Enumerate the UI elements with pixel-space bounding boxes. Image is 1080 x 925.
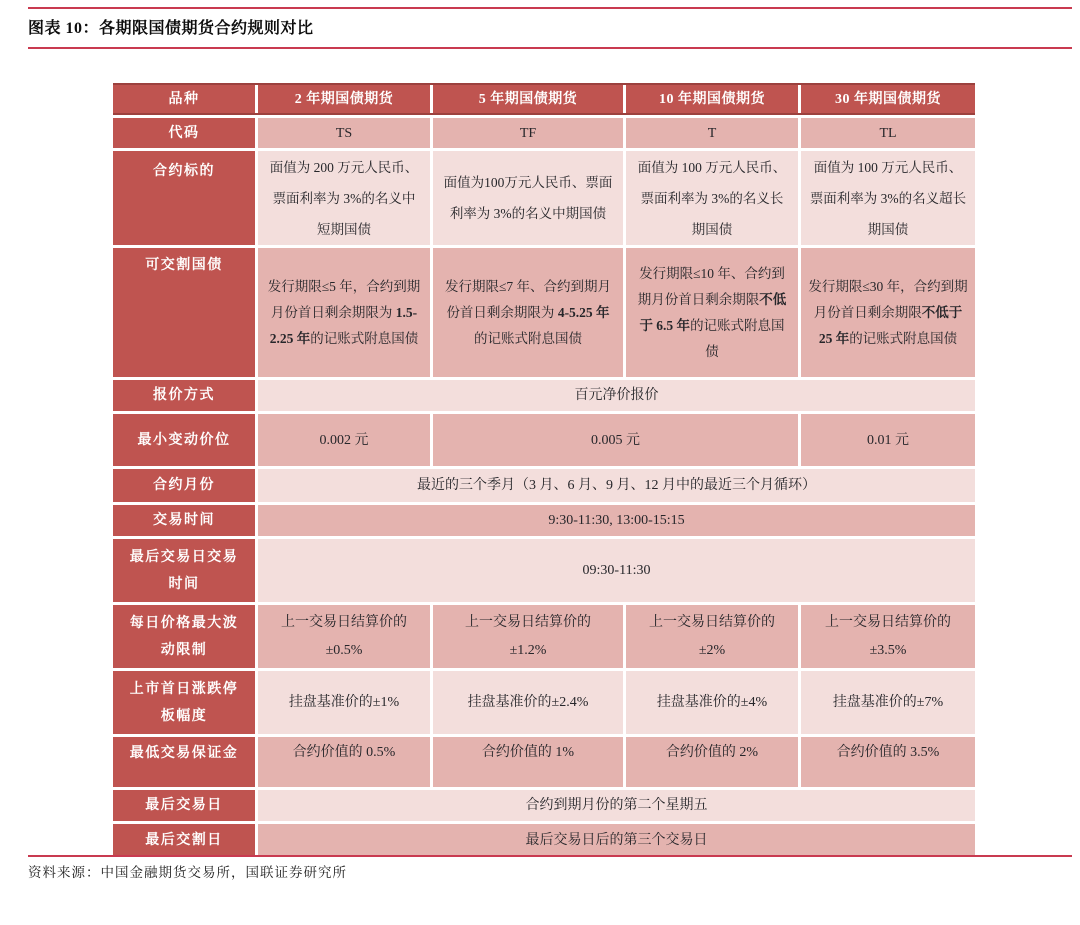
table-row-margin (113, 737, 975, 787)
cell-variety-col2: 5 年期国债期货 (433, 85, 623, 113)
row-label-code: 代码 (113, 118, 255, 148)
cell-daily-limit-col2: 上一交易日结算价的 ±1.2% (433, 605, 623, 668)
cell-tick-col1: 0.002 元 (258, 414, 430, 466)
cell-firstday-limit-col3: 挂盘基准价的±4% (626, 671, 798, 734)
table-row-months (113, 469, 975, 502)
cell-underlying-col2: 面值为100万元人民币、票面利率为 3%的名义中期国债 (433, 151, 623, 245)
row-label-tick: 最小变动价位 (113, 414, 255, 466)
table-row-lastday-hours (113, 539, 975, 602)
table-row-tick (113, 414, 975, 466)
cell-daily-limit-col4: 上一交易日结算价的 ±3.5% (801, 605, 975, 668)
source-note: 资料来源：中国金融期货交易所，国联证券研究所 (28, 865, 347, 880)
cell-tick-col2: 0.005 元 (433, 414, 798, 466)
cell-months-col1: 最近的三个季月（3 月、6 月、9 月、12 月中的最近三个月循环） (258, 469, 975, 502)
cell-firstday-limit-col4: 挂盘基准价的±7% (801, 671, 975, 734)
contract-rules-table (113, 83, 975, 856)
figure-title: 图表 10：各期限国债期货合约规则对比 (28, 20, 314, 37)
cell-deliverable-col2: 发行期限≤7 年、合约到期月份首日剩余期限为 4-5.25 年的记账式附息国债 (433, 248, 623, 377)
table-row-last-delivery-day (113, 824, 975, 856)
row-label-last-trading-day: 最后交易日 (113, 790, 255, 821)
cell-tick-col3: 0.01 元 (801, 414, 975, 466)
cell-code-col1: TS (258, 118, 430, 148)
table-row-deliverable (113, 248, 975, 377)
row-label-months: 合约月份 (113, 469, 255, 502)
cell-margin-col4: 合约价值的 3.5% (801, 737, 975, 787)
row-label-underlying: 合约标的 (113, 151, 255, 245)
cell-code-col4: TL (801, 118, 975, 148)
cell-deliverable-col1: 发行期限≤5 年，合约到期月份首日剩余期限为 1.5-2.25 年的记账式附息国债 (258, 248, 430, 377)
cell-margin-col1: 合约价值的 0.5% (258, 737, 430, 787)
table-row-firstday-limit (113, 671, 975, 734)
table-row-last-trading-day (113, 790, 975, 821)
table-row-daily-limit (113, 605, 975, 668)
cell-margin-col3: 合约价值的 2% (626, 737, 798, 787)
cell-last-trading-day-col1: 合约到期月份的第二个星期五 (258, 790, 975, 821)
cell-daily-limit-col1: 上一交易日结算价的 ±0.5% (258, 605, 430, 668)
table-row-variety (113, 83, 975, 115)
cell-hours-col1: 9:30-11:30, 13:00-15:15 (258, 505, 975, 536)
cell-variety-col4: 30 年期国债期货 (801, 85, 975, 113)
cell-code-col3: T (626, 118, 798, 148)
cell-firstday-limit-col2: 挂盘基准价的±2.4% (433, 671, 623, 734)
row-label-firstday-limit: 上市首日涨跌停 板幅度 (113, 671, 255, 734)
figure-top-rule (28, 7, 1072, 9)
cell-underlying-col1: 面值为 200 万元人民币、票面利率为 3%的名义中短期国债 (258, 151, 430, 245)
cell-last-delivery-day-col1: 最后交易日后的第三个交易日 (258, 824, 975, 856)
row-label-variety: 品种 (113, 85, 255, 113)
table-row-code (113, 118, 975, 148)
row-label-lastday-hours: 最后交易日交易 时间 (113, 539, 255, 602)
row-label-hours: 交易时间 (113, 505, 255, 536)
row-label-daily-limit: 每日价格最大波 动限制 (113, 605, 255, 668)
cell-margin-col2: 合约价值的 1% (433, 737, 623, 787)
cell-underlying-col3: 面值为 100 万元人民币、票面利率为 3%的名义长期国债 (626, 151, 798, 245)
table-row-underlying (113, 151, 975, 245)
cell-firstday-limit-col1: 挂盘基准价的±1% (258, 671, 430, 734)
row-label-margin: 最低交易保证金 (113, 737, 255, 787)
cell-underlying-col4: 面值为 100 万元人民币、票面利率为 3%的名义超长期国债 (801, 151, 975, 245)
cell-quote-col1: 百元净价报价 (258, 380, 975, 411)
table-row-quote (113, 380, 975, 411)
cell-deliverable-col3: 发行期限≤10 年、合约到期月份首日剩余期限不低于 6.5 年的记账式附息国债 (626, 248, 798, 377)
row-label-deliverable: 可交割国债 (113, 248, 255, 377)
row-label-quote: 报价方式 (113, 380, 255, 411)
cell-lastday-hours-col1: 09:30-11:30 (258, 539, 975, 602)
cell-code-col2: TF (433, 118, 623, 148)
table-row-hours (113, 505, 975, 536)
cell-daily-limit-col3: 上一交易日结算价的 ±2% (626, 605, 798, 668)
figure-bottom-rule (28, 855, 1072, 857)
cell-variety-col3: 10 年期国债期货 (626, 85, 798, 113)
figure-title-rule (28, 47, 1072, 49)
row-label-last-delivery-day: 最后交割日 (113, 824, 255, 856)
cell-variety-col1: 2 年期国债期货 (258, 85, 430, 113)
cell-deliverable-col4: 发行期限≤30 年，合约到期月份首日剩余期限不低于 25 年的记账式附息国债 (801, 248, 975, 377)
